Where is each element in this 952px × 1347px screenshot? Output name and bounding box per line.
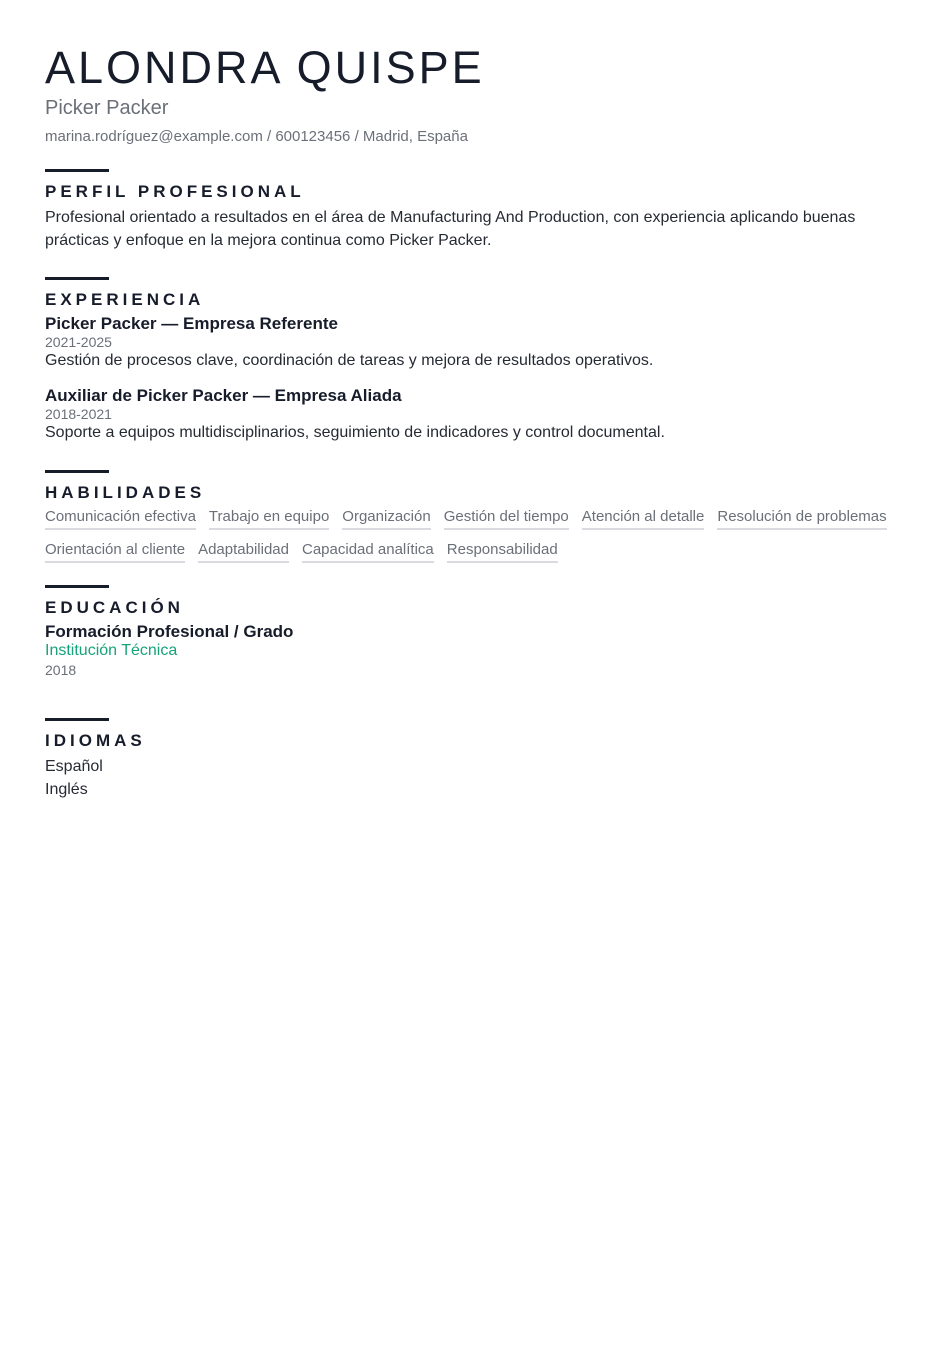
section-divider	[45, 169, 109, 172]
section-title: EDUCACIÓN	[45, 598, 184, 617]
job-description: Gestión de procesos clave, coordinación de tareas y mejora de resultados operativos.	[45, 352, 654, 369]
section-title: HABILIDADES	[45, 483, 206, 502]
language-item: Español	[45, 758, 103, 775]
profile-section	[45, 169, 907, 252]
language-item: Inglés	[45, 781, 88, 798]
education-year: 2018	[45, 662, 77, 678]
section-title: PERFIL PROFESIONAL	[45, 182, 305, 201]
skills-list	[45, 507, 907, 573]
education-section	[45, 585, 907, 680]
job-description: Soporte a equipos multidisciplinarios, seguimiento de indicadores y control documental.	[45, 424, 665, 441]
skill-tag: Atención al detalle	[582, 507, 705, 530]
section-title: EXPERIENCIA	[45, 290, 205, 309]
section-divider	[45, 718, 109, 721]
skill-tag: Capacidad analítica	[302, 540, 434, 563]
job-dates: 2018-2021	[45, 406, 112, 422]
section-divider	[45, 585, 109, 588]
skill-tag: Responsabilidad	[447, 540, 558, 563]
education-degree: Formación Profesional / Grado	[45, 622, 294, 641]
job-entry	[45, 314, 907, 372]
skill-tag: Trabajo en equipo	[209, 507, 329, 530]
resume-header	[45, 44, 907, 147]
education-school: Institución Técnica	[45, 642, 178, 659]
skills-section	[45, 470, 907, 573]
candidate-role: Picker Packer	[45, 97, 169, 119]
section-divider	[45, 470, 109, 473]
section-divider	[45, 277, 109, 280]
profile-text: Profesional orientado a resultados en el área de Manufacturing And Production, con experiencia aplicando buenas prácticas y enfoque en la mejora continua como Picker Packer.	[45, 209, 856, 249]
skill-tag: Comunicación efectiva	[45, 507, 196, 530]
skill-tag: Gestión del tiempo	[444, 507, 569, 530]
contact-line: marina.rodríguez@example.com / 600123456 / Madrid, España	[45, 128, 468, 145]
skill-tag: Organización	[342, 507, 430, 530]
job-title: Picker Packer — Empresa Referente	[45, 314, 338, 333]
skill-tag: Orientación al cliente	[45, 540, 185, 563]
skill-tag: Resolución de problemas	[717, 507, 886, 530]
job-entry	[45, 386, 907, 444]
section-title: IDIOMAS	[45, 731, 146, 750]
skill-tag: Adaptabilidad	[198, 540, 289, 563]
languages-section	[45, 718, 907, 801]
job-title: Auxiliar de Picker Packer — Empresa Aliada	[45, 386, 402, 405]
experience-section	[45, 277, 907, 444]
candidate-name: ALONDRA QUISPE	[45, 42, 485, 93]
job-dates: 2021-2025	[45, 334, 112, 350]
